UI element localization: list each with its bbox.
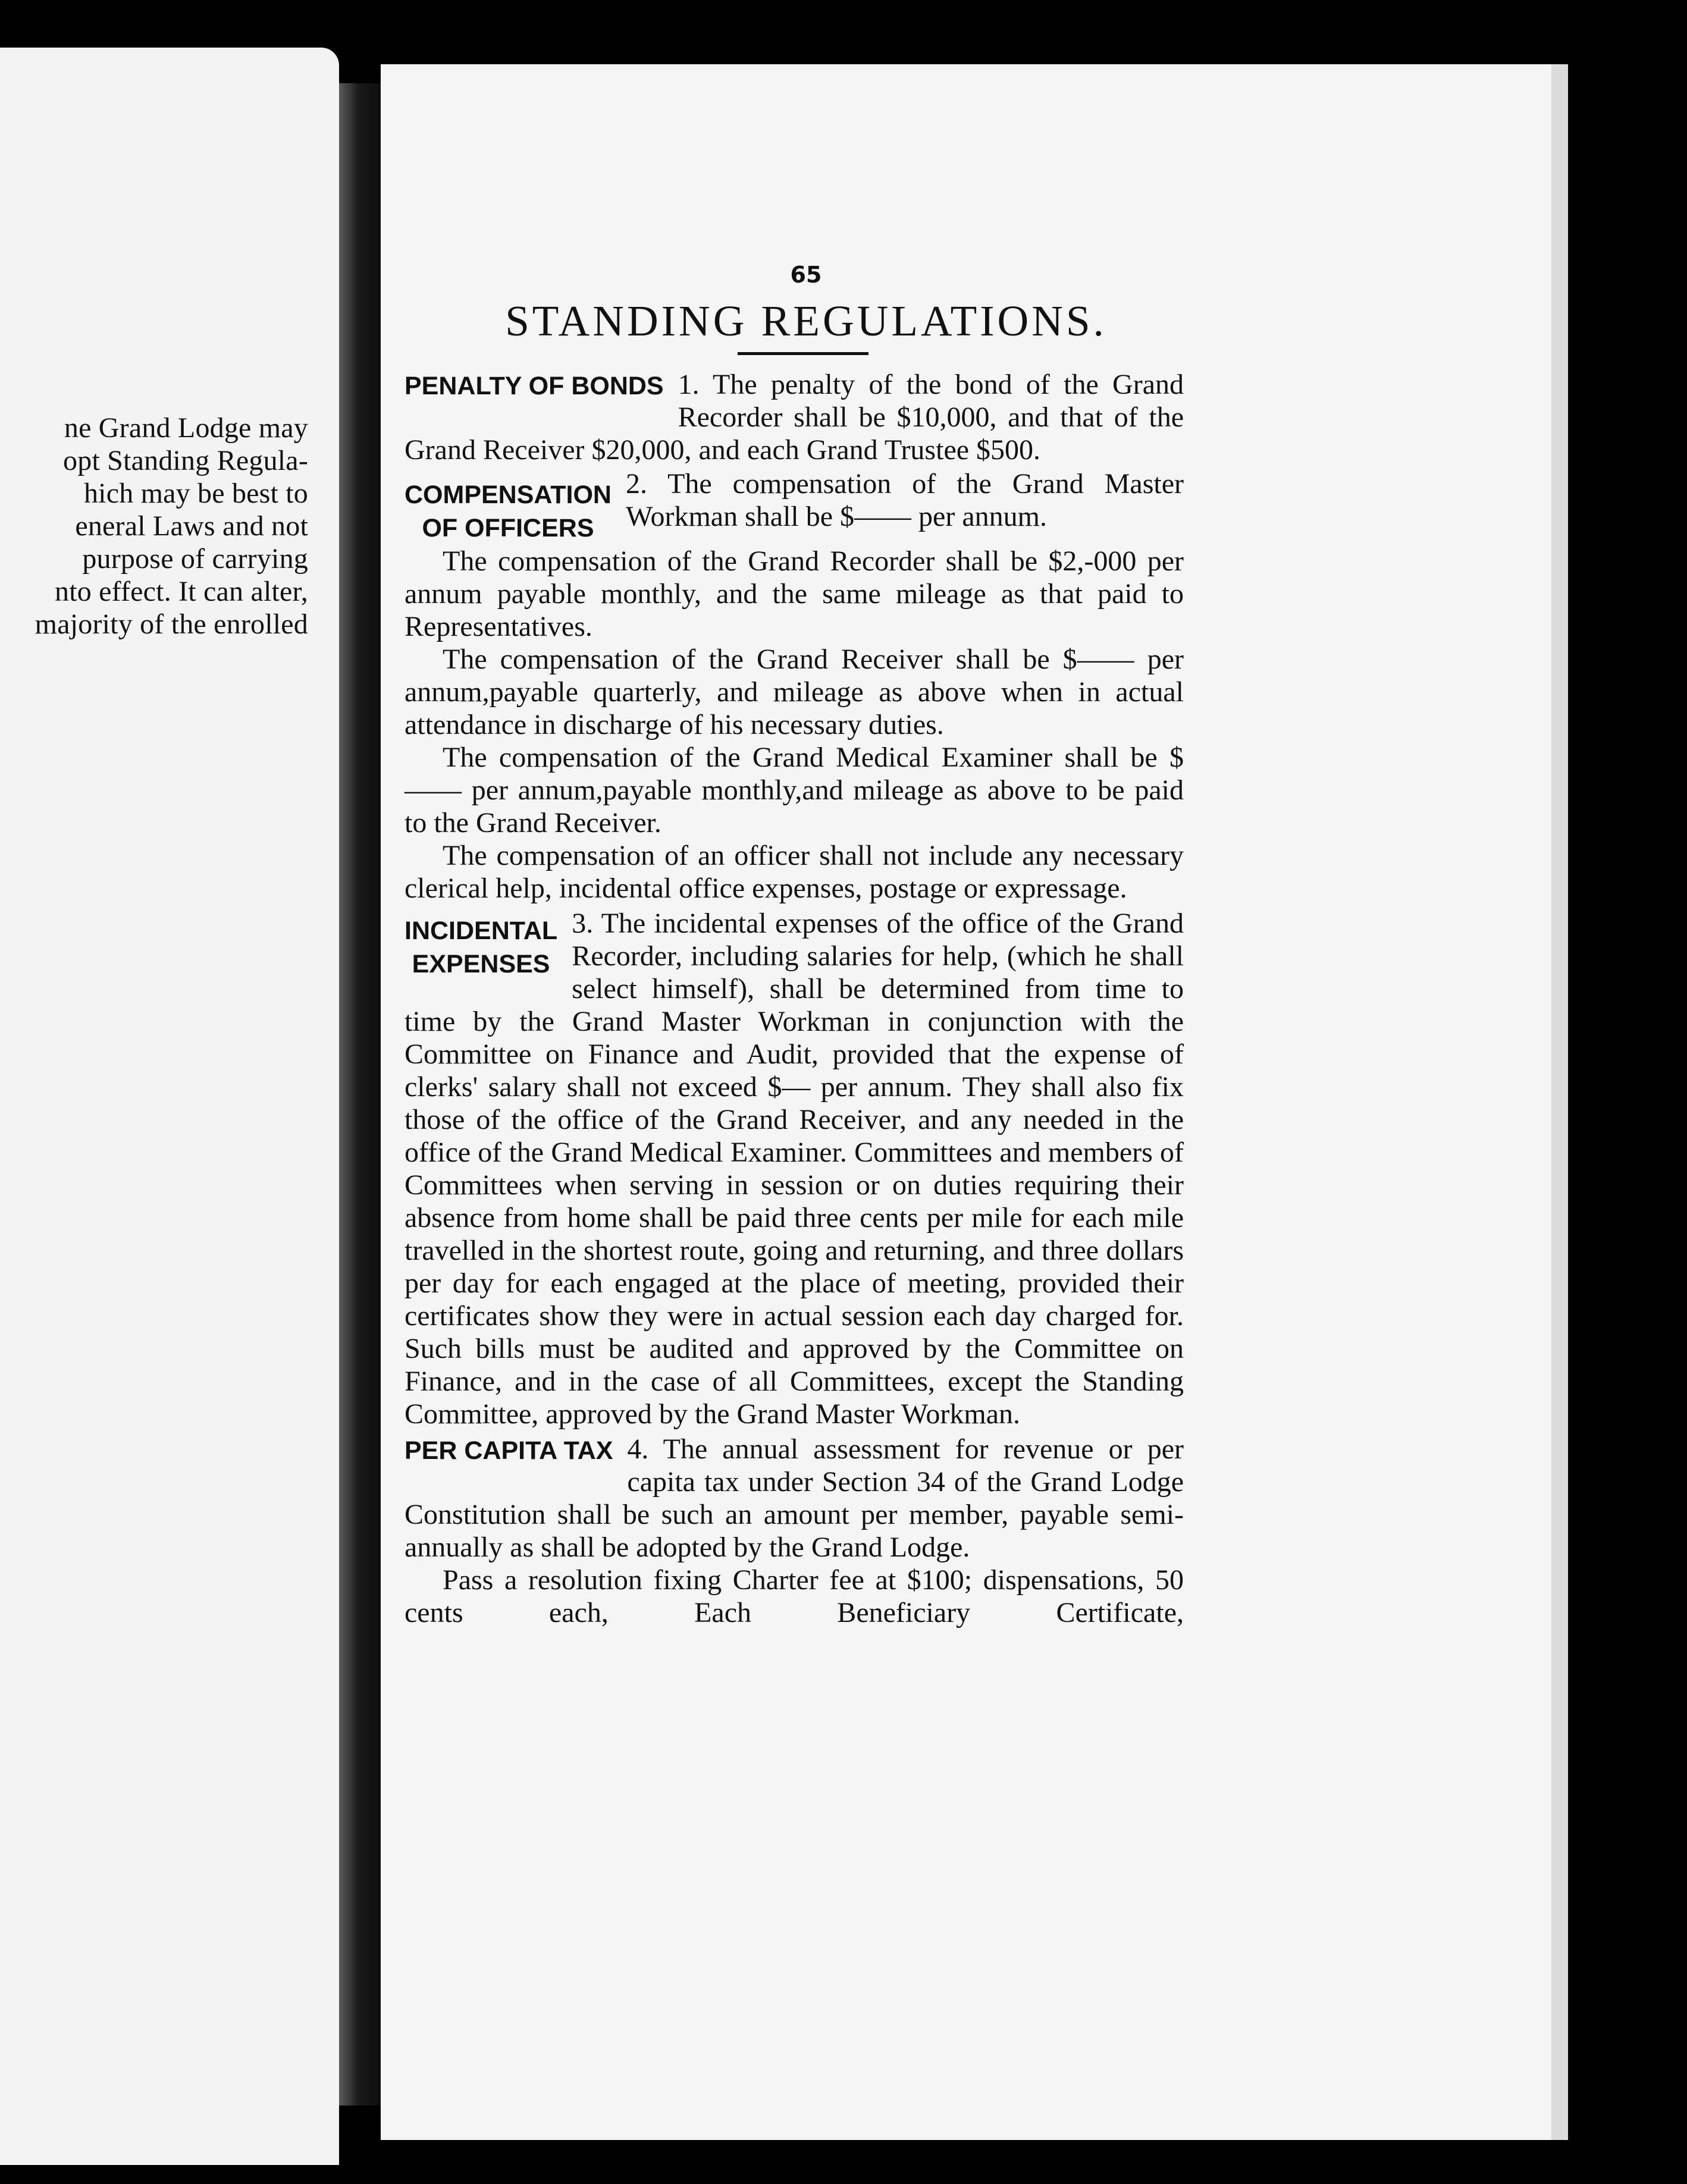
paragraph: The compensation of an officer shall not include any necessary clerical help, incidental office expenses, postage or expressage. xyxy=(404,840,1184,904)
side-heading-line: OF OFFICERS xyxy=(422,514,594,542)
paragraph: Pass a resolution fixing Charter fee at $100; dispensations, 50 cents each, Each Beneficiary Certificate, xyxy=(404,1564,1184,1628)
section-incidental xyxy=(404,907,1184,1430)
left-line: nto effect. It can alter, xyxy=(55,576,308,607)
section-text: 1. The penalty of the bond of the Grand Recorder shall be $10,000, and that of the Grand Receiver $20,000, and each Grand Trustee $500. xyxy=(404,369,1184,466)
section-text: 3. The incidental expenses of the office of the Grand Recorder, including salaries for help, (which he shall select himself), shall be determined from time to time by the Grand Master Workman in conjunction with the Committee on Finance and Audit, provided that the expense of clerks' salary shall not exceed $— per annum. They shall also fix those of the office of the Grand Receiver, and any needed in the office of the Grand Medical Examiner. Committees and members of Committees when serving in session or on duties requiring their absence from home shall be paid three cents per mile for each mile travelled in the shortest route, going and returning, and three dollars per day for each engaged at the place of meeting, provided their certificates show they were in actual session each day charged for. Such bills must be audited and approved by the Committee on Finance, and in the case of all Committees, except the Standing Committee, approved by the Grand Master Workman. xyxy=(404,908,1184,1430)
side-heading: PER CAPITA TAX xyxy=(404,1436,613,1465)
left-line: opt Standing Regula- xyxy=(63,445,308,476)
page-title: STANDING REGULATIONS. xyxy=(505,297,1107,345)
section-per-capita xyxy=(404,1433,1184,1564)
left-line: hich may be best to xyxy=(83,478,308,509)
section-text: 2. The compensation of the Grand Master Workman shall be $—— per annum. xyxy=(626,468,1184,532)
left-line: purpose of carrying xyxy=(82,543,308,575)
page-number: 65 xyxy=(790,262,822,288)
left-line: majority of the enrolled xyxy=(35,608,308,640)
paragraph: The compensation of the Grand Recorder shall be $2,-000 per annum payable monthly, and the same mileage as that paid to Representatives. xyxy=(404,545,1184,642)
page-content xyxy=(404,262,1184,1629)
side-heading xyxy=(404,478,612,545)
section-compensation xyxy=(404,467,1184,545)
side-heading-line: INCIDENTAL xyxy=(404,917,558,945)
section-penalty xyxy=(404,368,1184,466)
side-heading: PENALTY OF BONDS xyxy=(404,372,664,400)
left-line: eneral Laws and not xyxy=(75,510,308,542)
paragraph: The compensation of the Grand Medical Examiner shall be $ —— per annum,payable monthly,and mileage as above to be paid to the Grand Receiver. xyxy=(404,742,1184,839)
left-page-text xyxy=(0,412,308,641)
page-edge xyxy=(1551,64,1568,2140)
side-heading-line: COMPENSATION xyxy=(404,481,612,509)
section-text: 4. The annual assessment for revenue or per capita tax under Section 34 of the Grand Lodge Constitution shall be such an amount per member, payable semi-annually as shall be adopted by the Grand Lodge. xyxy=(404,1433,1184,1563)
side-heading xyxy=(404,914,557,981)
title-rule xyxy=(738,352,868,355)
side-heading-line: EXPENSES xyxy=(412,950,550,978)
paragraph: The compensation of the Grand Receiver shall be $—— per annum,payable quarterly, and mileage as above when in actual attendance in discharge of his necessary duties. xyxy=(404,644,1184,740)
left-line: ne Grand Lodge may xyxy=(64,412,308,444)
left-page xyxy=(0,48,339,2165)
